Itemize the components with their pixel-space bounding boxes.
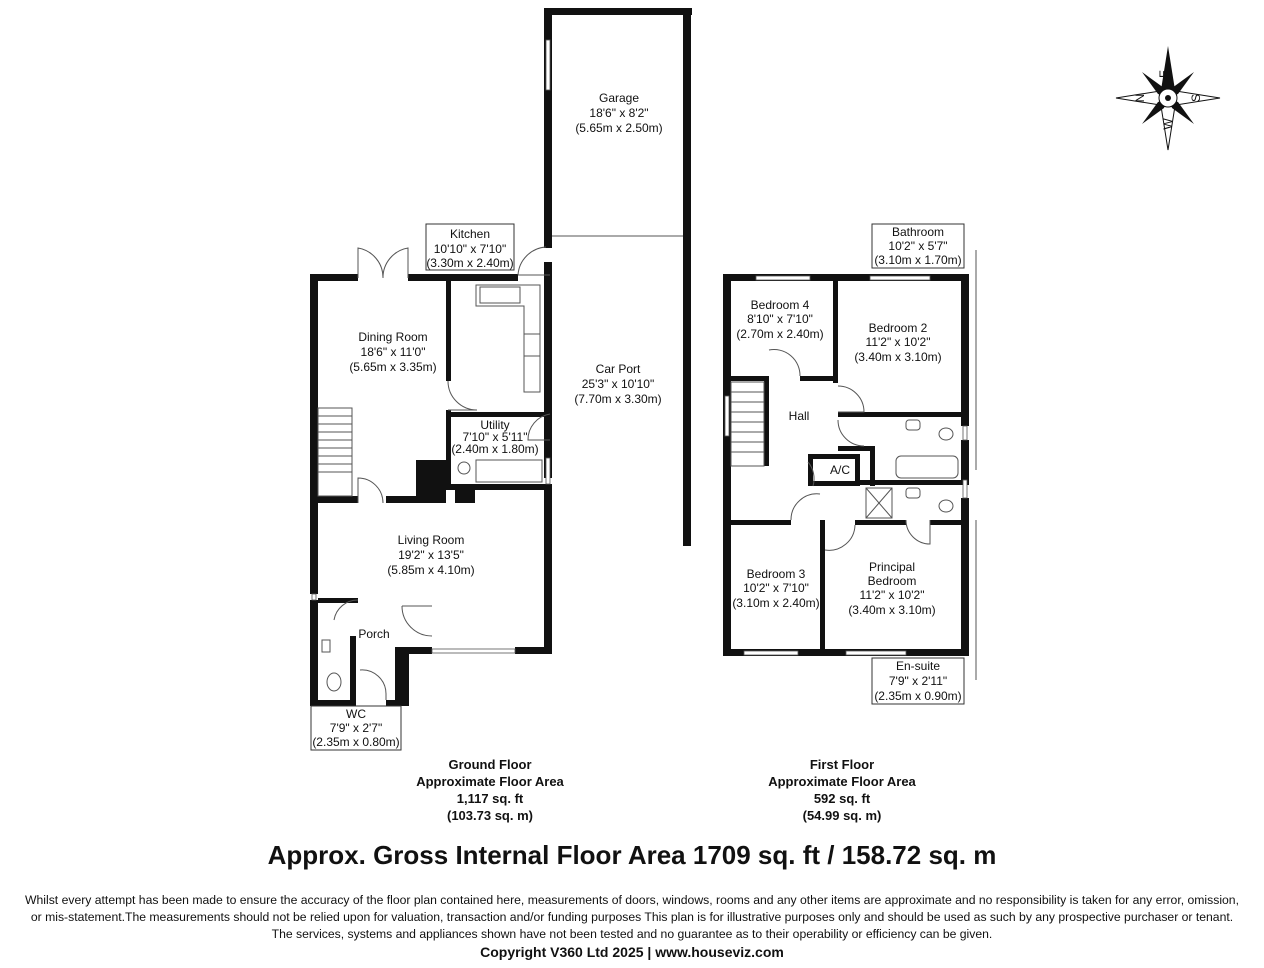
svg-text:Bedroom 4: Bedroom 4 <box>750 298 810 312</box>
svg-text:(2.70m x 2.40m): (2.70m x 2.40m) <box>736 327 824 341</box>
svg-text:Ground Floor: Ground Floor <box>448 757 532 772</box>
svg-text:(5.85m x 4.10m): (5.85m x 4.10m) <box>387 563 475 577</box>
svg-text:(2.35m x 0.80m): (2.35m x 0.80m) <box>312 735 400 749</box>
disclaimer-line-3: The services, systems and appliances shown have not been tested and no guarantee as to their operability or efficiency can be given. <box>271 927 993 941</box>
room-label-wc <box>311 706 401 750</box>
disclaimer-line-1: Whilst every attempt has been made to ensure the accuracy of the floor plan contained here, measurements of doors, windows, rooms and any other items are approximate and no responsibility is taken for any error, omission, <box>25 893 1239 907</box>
svg-text:18'6" x 8'2": 18'6" x 8'2" <box>589 106 649 120</box>
room-label-principal-bedroom <box>848 560 935 617</box>
room-label-porch: Porch <box>358 627 390 641</box>
first-floor-summary <box>768 757 916 823</box>
svg-text:W: W <box>1161 118 1175 130</box>
svg-text:WC: WC <box>346 707 366 721</box>
room-label-ensuite <box>872 658 964 704</box>
room-label-carport <box>574 362 661 406</box>
room-label-dining <box>349 330 436 374</box>
svg-text:Bathroom: Bathroom <box>891 225 945 239</box>
svg-text:Living Room: Living Room <box>397 533 465 547</box>
svg-text:Approximate Floor Area: Approximate Floor Area <box>416 774 564 789</box>
ground-floor-summary <box>416 757 564 823</box>
svg-text:(2.35m x 0.90m): (2.35m x 0.90m) <box>874 689 962 703</box>
svg-text:Bedroom: Bedroom <box>867 574 917 588</box>
svg-text:Garage: Garage <box>598 91 640 105</box>
svg-text:11'2" x 10'2": 11'2" x 10'2" <box>865 335 931 349</box>
svg-text:En-suite: En-suite <box>895 659 941 673</box>
room-label-living <box>387 533 474 577</box>
svg-text:(103.73 sq. m): (103.73 sq. m) <box>447 808 533 823</box>
svg-text:10'10" x 7'10": 10'10" x 7'10" <box>433 242 507 256</box>
svg-text:(3.10m x 2.40m): (3.10m x 2.40m) <box>732 596 820 610</box>
room-label-kitchen <box>426 224 514 270</box>
svg-text:E: E <box>1157 69 1171 79</box>
room-label-bedroom4 <box>736 298 823 341</box>
room-label-hall: Hall <box>788 409 810 423</box>
svg-text:7'10" x 5'11": 7'10" x 5'11" <box>462 430 528 444</box>
svg-text:(3.40m x 3.10m): (3.40m x 3.10m) <box>854 350 942 364</box>
svg-text:592 sq. ft: 592 sq. ft <box>813 791 871 806</box>
svg-text:Principal: Principal <box>868 560 916 574</box>
svg-text:7'9" x 2'11": 7'9" x 2'11" <box>888 674 948 688</box>
svg-text:(3.10m x 1.70m): (3.10m x 1.70m) <box>874 253 962 267</box>
svg-text:Dining Room: Dining Room <box>358 330 428 344</box>
room-label-bedroom2 <box>854 321 941 364</box>
svg-text:(5.65m x 2.50m): (5.65m x 2.50m) <box>575 121 663 135</box>
svg-text:Bedroom 3: Bedroom 3 <box>746 567 806 581</box>
gross-area-title: Approx. Gross Internal Floor Area 1709 sq. ft / 158.72 sq. m <box>267 840 997 870</box>
svg-text:10'2" x 7'10": 10'2" x 7'10" <box>743 581 809 595</box>
disclaimer-line-2: or mis-statement.The measurements should not be relied upon for valuation, transaction and/or funding purposes This plan is for illustrative purposes only and should be used as such by any prospective purchaser or tenant. <box>30 910 1234 924</box>
svg-text:Utility: Utility <box>480 418 510 432</box>
svg-text:25'3" x 10'10": 25'3" x 10'10" <box>581 377 655 391</box>
room-label-garage <box>575 91 662 135</box>
svg-text:(54.99 sq. m): (54.99 sq. m) <box>802 808 882 823</box>
svg-text:N: N <box>1133 93 1147 103</box>
svg-text:Kitchen: Kitchen <box>449 227 491 241</box>
compass-rose-icon <box>1116 46 1220 150</box>
svg-text:10'2" x 5'7": 10'2" x 5'7" <box>888 239 948 253</box>
svg-text:1,117 sq. ft: 1,117 sq. ft <box>456 791 524 806</box>
svg-text:S: S <box>1189 93 1203 103</box>
room-label-ac: A/C <box>829 463 851 477</box>
svg-text:Bedroom 2: Bedroom 2 <box>868 321 928 335</box>
room-label-utility <box>451 418 538 456</box>
svg-text:(3.40m x 3.10m): (3.40m x 3.10m) <box>848 603 936 617</box>
room-label-bathroom <box>872 224 964 268</box>
svg-text:(3.30m x 2.40m): (3.30m x 2.40m) <box>426 256 514 270</box>
svg-text:(2.40m x 1.80m): (2.40m x 1.80m) <box>451 442 539 456</box>
svg-text:Approximate Floor Area: Approximate Floor Area <box>768 774 916 789</box>
svg-text:Car Port: Car Port <box>595 362 641 376</box>
svg-text:8'10" x 7'10": 8'10" x 7'10" <box>747 312 813 326</box>
svg-text:18'6" x 11'0": 18'6" x 11'0" <box>360 345 426 359</box>
ground-floor-walls <box>310 274 552 706</box>
room-label-bedroom3 <box>732 567 819 610</box>
svg-text:First Floor: First Floor <box>809 757 875 772</box>
svg-text:19'2" x 13'5": 19'2" x 13'5" <box>398 548 464 562</box>
svg-text:(7.70m x 3.30m): (7.70m x 3.30m) <box>574 392 662 406</box>
svg-text:(5.65m x 3.35m): (5.65m x 3.35m) <box>349 360 437 374</box>
svg-text:11'2" x 10'2": 11'2" x 10'2" <box>859 588 925 602</box>
svg-text:7'9" x 2'7": 7'9" x 2'7" <box>329 721 383 735</box>
copyright: Copyright V360 Ltd 2025 | www.houseviz.com <box>480 944 784 960</box>
garage-carport-walls <box>544 8 692 546</box>
